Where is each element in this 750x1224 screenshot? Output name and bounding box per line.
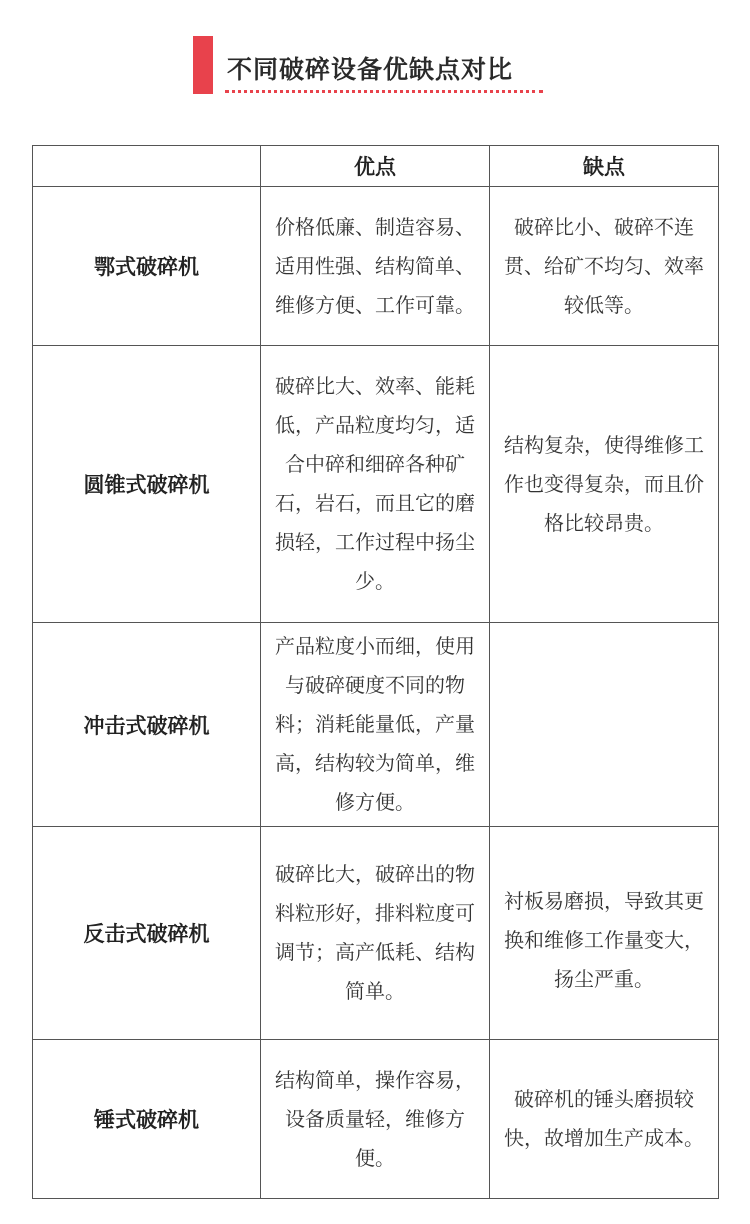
cons-cell [490,623,719,827]
equipment-name: 圆锥式破碎机 [33,346,261,623]
equipment-name: 鄂式破碎机 [33,187,261,346]
table-row [33,1040,719,1199]
pros-cell: 产品粒度小而细，使用与破碎硬度不同的物料；消耗能量低，产量高，结构较为简单，维修方便。 [261,623,490,827]
page-header [193,36,553,98]
cons-cell: 破碎机的锤头磨损较快，故增加生产成本。 [490,1040,719,1199]
table-row [33,346,719,623]
pros-cell: 价格低廉、制造容易、适用性强、结构简单、维修方便、工作可靠。 [261,187,490,346]
equipment-name: 冲击式破碎机 [33,623,261,827]
cons-cell: 结构复杂，使得维修工作也变得复杂，而且价格比较昂贵。 [490,346,719,623]
pros-cell: 破碎比大，破碎出的物料粒形好，排料粒度可调节；高产低耗、结构简单。 [261,827,490,1040]
header-cons: 缺点 [490,146,719,187]
cons-cell: 衬板易磨损，导致其更换和维修工作量变大，扬尘严重。 [490,827,719,1040]
pros-cell: 破碎比大、效率、能耗低，产品粒度均匀，适合中碎和细碎各种矿石，岩石，而且它的磨损轻，工作过程中扬尘少。 [261,346,490,623]
header-equipment [33,146,261,187]
equipment-name: 锤式破碎机 [33,1040,261,1199]
equipment-name: 反击式破碎机 [33,827,261,1040]
cons-cell: 破碎比小、破碎不连贯、给矿不均匀、效率较低等。 [490,187,719,346]
comparison-table [32,145,719,1199]
page-title: 不同破碎设备优缺点对比 [227,55,514,84]
title-dotted-underline [225,90,543,93]
table-row [33,827,719,1040]
title-accent-bar [193,36,213,94]
header-pros: 优点 [261,146,490,187]
table-row [33,623,719,827]
pros-cell: 结构简单，操作容易，设备质量轻，维修方便。 [261,1040,490,1199]
table-row [33,187,719,346]
table-header-row [33,146,719,187]
